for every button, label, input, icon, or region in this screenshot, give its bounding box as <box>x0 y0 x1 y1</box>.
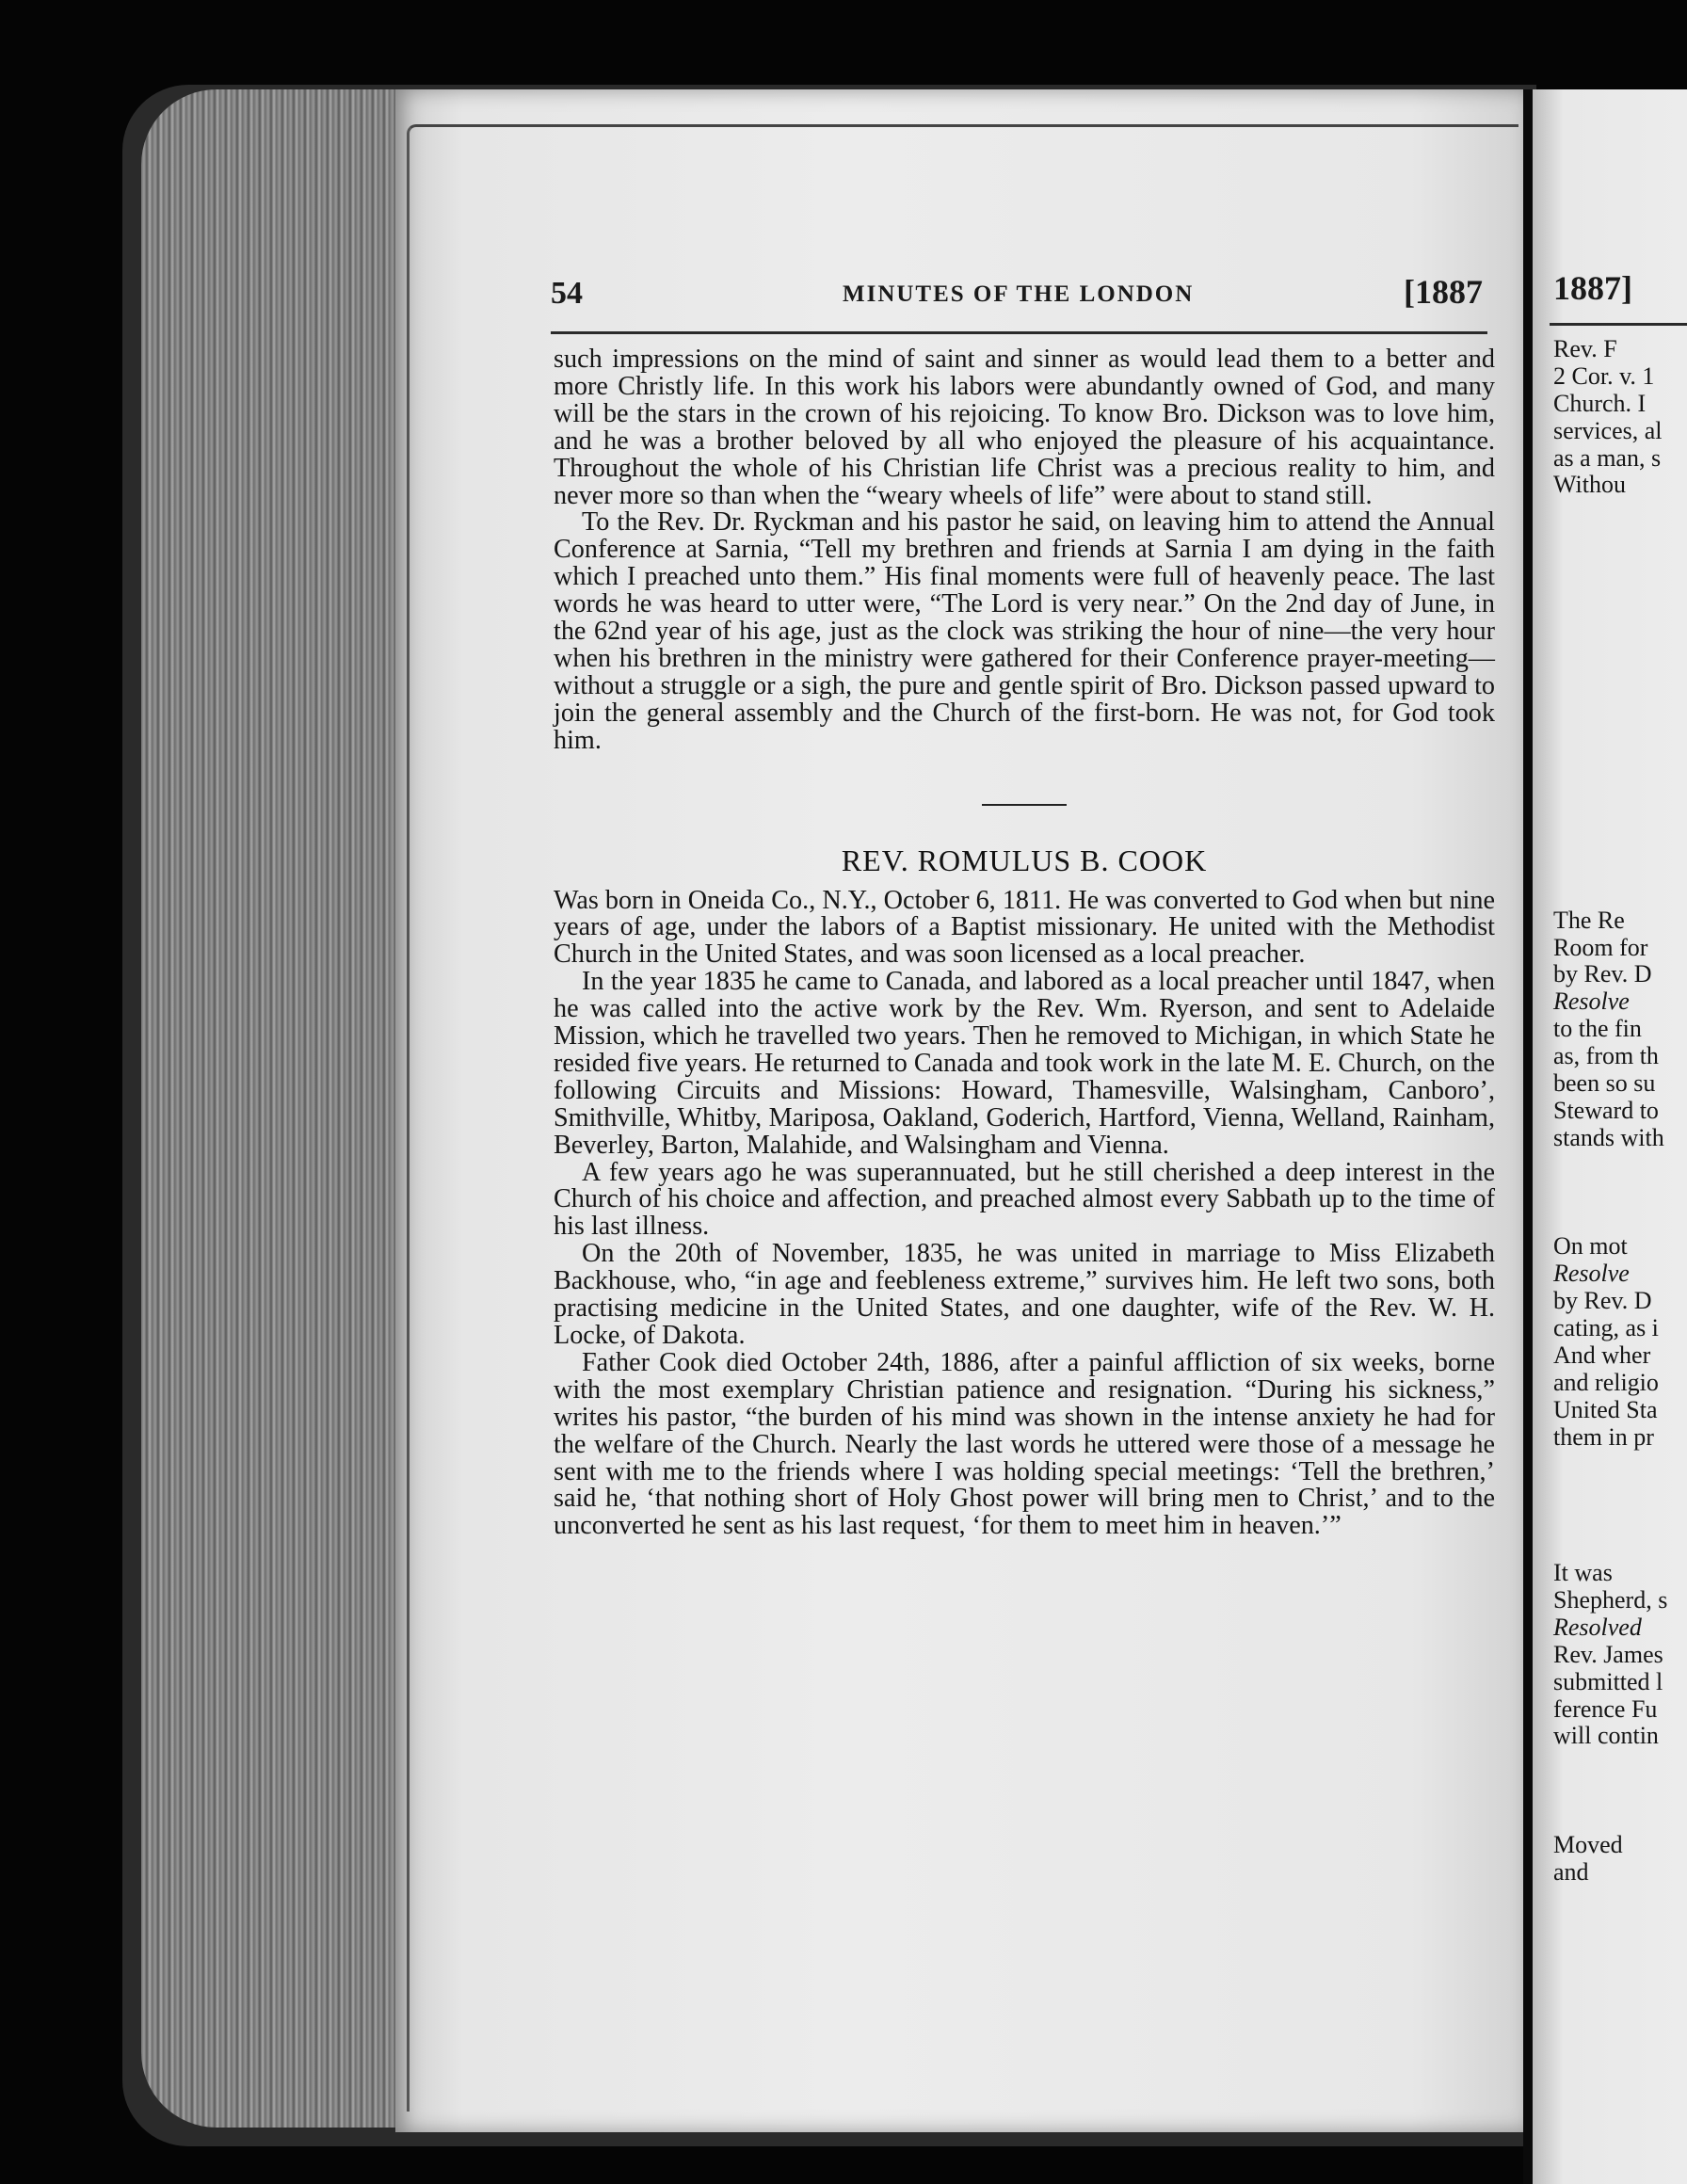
facing-line <box>1553 581 1687 608</box>
facing-line <box>1553 853 1687 880</box>
facing-line <box>1553 771 1687 798</box>
facing-line <box>1553 1805 1687 1832</box>
facing-line: stands with <box>1553 1123 1664 1151</box>
paragraph: Was born in Oneida Co., N.Y., October 6, 1811. He was converted to God when but nine years of age, under the labors of a Baptist missionary. He united with the Methodist Church in the United States, and was soon licensed as a local preacher. <box>554 885 1495 970</box>
facing-line <box>1553 716 1687 744</box>
facing-line <box>1553 635 1687 663</box>
book-gutter <box>1523 89 1533 2184</box>
facing-line <box>1553 690 1687 717</box>
facing-line: 2 Cor. v. 1 <box>1553 361 1655 390</box>
page-edges <box>141 89 414 2128</box>
facing-line: The Re <box>1553 906 1625 934</box>
paragraph: In the year 1835 he came to Canada, and labored as a local preacher until 1847, when he was called into the active work by the Rev. Wm. Ryerson, and sent to Adelaide Mission, which he travelled two years. Then he removed to Michigan, in which State he resided five years. He returned to Canada and took work in the late M. E. Church, on the following Circuits and Missions: Howard, Thamesville, Walsingham, Canboro’, Smithville, Whitby, Mariposa, Oakland, Goderich, Hartford, Vienna, Welland, Rainham, Beverley, Barton, Malahide, and Walsingham and Vienna. <box>554 967 1495 1160</box>
page-header <box>551 268 1483 325</box>
facing-line <box>1553 554 1687 581</box>
facing-page <box>1533 89 1687 2184</box>
facing-header-rule <box>1550 323 1687 326</box>
facing-line: Room for <box>1553 933 1648 961</box>
facing-line: submitted l <box>1553 1667 1663 1695</box>
facing-line: Steward to <box>1553 1096 1659 1124</box>
facing-line: ference Fu <box>1553 1694 1658 1723</box>
facing-line: Shepherd, s <box>1553 1585 1668 1614</box>
facing-line <box>1553 1777 1687 1805</box>
facing-line: United Sta <box>1553 1395 1658 1423</box>
facing-line <box>1553 1180 1687 1207</box>
facing-text <box>1553 336 1687 1887</box>
section-heading: REV. ROMULUS B. COOK <box>841 843 1208 877</box>
paragraph: A few years ago he was superannuated, but he still cherished a deep interest in the Church of his choice and affection, and preached almost every Sabbath up to the time of his last illness. <box>554 1157 1495 1242</box>
page-number: 54 <box>551 276 583 311</box>
running-title: MINUTES OF THE LONDON <box>843 281 1195 307</box>
facing-line <box>1553 1750 1687 1777</box>
facing-line: It was <box>1553 1559 1613 1587</box>
facing-line: services, al <box>1553 416 1663 444</box>
obituary-cook <box>554 885 1495 1541</box>
facing-line <box>1553 744 1687 771</box>
facing-line: and <box>1553 1857 1589 1886</box>
facing-line <box>1553 499 1687 526</box>
paragraph: To the Rev. Dr. Ryckman and his pastor he said, on leaving him to attend the Annual Conference at Sarnia, “Tell my brethren and friends at Sarnia I am dying in the faith which I preached unto them.” His final moments were full of heavenly peace. The last words he was heard to utter were, “The Lord is very near.” On the 2nd day of June, in the 62nd year of his age, just as the clock was striking the hour of nine—the very hour when his brethren in the ministry were gathered for their Conference prayer-meeting—without a struggle or a sigh, the pure and gentle spirit of Bro. Dickson passed upward to join the general assembly and the Church of the first-born. He was not, for God took him. <box>554 507 1495 755</box>
facing-line: as, from th <box>1553 1042 1659 1070</box>
facing-line: Withou <box>1553 471 1626 499</box>
facing-line: by Rev. D <box>1553 1287 1652 1315</box>
header-rule <box>551 331 1487 334</box>
facing-line: And wher <box>1553 1341 1651 1369</box>
facing-line <box>1553 1207 1687 1234</box>
facing-line: Resolve <box>1553 988 1630 1016</box>
facing-year: 1887] <box>1553 269 1632 307</box>
facing-line <box>1553 1478 1687 1505</box>
facing-line: them in pr <box>1553 1422 1654 1451</box>
facing-line <box>1553 798 1687 826</box>
paragraph: such impressions on the mind of saint and sinner as would lead them to a better and more Christly life. In this work his labors were abundantly owned of God, and many will be the stars in the crown of his rejoicing. To know Bro. Dickson was to love him, and he was a brother beloved by all who enjoyed the pleasure of his acquaintance. Throughout the whole of his Christian life Christ was a precious reality to him, and never more so than when the “weary wheels of life” were about to stand still. <box>554 345 1495 510</box>
facing-line: by Rev. D <box>1553 960 1652 988</box>
facing-line <box>1553 826 1687 853</box>
header-year: [1887 <box>1404 273 1483 311</box>
body-text <box>554 346 1495 1540</box>
facing-line: cating, as i <box>1553 1314 1659 1342</box>
facing-line: Church. I <box>1553 389 1647 417</box>
facing-line <box>1553 880 1687 907</box>
paragraph: Father Cook died October 24th, 1886, after a painful affliction of six weeks, borne with the most exemplary Christian patience and resignation. “During his sickness,” writes his pastor, “the burden of his mind was shown in the intense anxiety he had for the welfare of the Church. Nearly the last words he uttered were those of a message he sent with me to the friends where I was holding special meetings: ‘Tell the brethren,’ said he, ‘that nothing short of Holy Ghost power will bring men to Christ,’ and to the unconverted he sent as his last request, ‘for them to meet him in heaven.’” <box>554 1347 1495 1541</box>
facing-line: Moved <box>1553 1830 1623 1858</box>
facing-line: On mot <box>1553 1232 1628 1261</box>
paragraph: On the 20th of November, 1835, he was united in marriage to Miss Elizabeth Backhouse, who, “in age and feebleness extreme,” survives him. He left two sons, both practising medicine in the United States, and one daughter, wife of the Rev. W. H. Locke, of Dakota. <box>554 1239 1495 1350</box>
facing-line <box>1553 608 1687 635</box>
facing-line: been so su <box>1553 1069 1656 1098</box>
facing-line <box>1553 1452 1687 1479</box>
facing-line: and religio <box>1553 1368 1659 1396</box>
facing-line <box>1553 663 1687 690</box>
facing-line <box>1553 1152 1687 1180</box>
facing-line: will contin <box>1553 1722 1659 1750</box>
facing-line: Resolved <box>1553 1613 1642 1641</box>
facing-line <box>1553 1505 1687 1533</box>
facing-line: as a man, s <box>1553 443 1662 472</box>
facing-line: Rev. F <box>1553 335 1617 362</box>
facing-line: Resolve <box>1553 1260 1630 1288</box>
facing-line <box>1553 1533 1687 1560</box>
section-divider <box>982 804 1067 806</box>
facing-line: Rev. James <box>1553 1640 1663 1668</box>
facing-line: to the fin <box>1553 1015 1642 1043</box>
facing-line <box>1553 526 1687 554</box>
